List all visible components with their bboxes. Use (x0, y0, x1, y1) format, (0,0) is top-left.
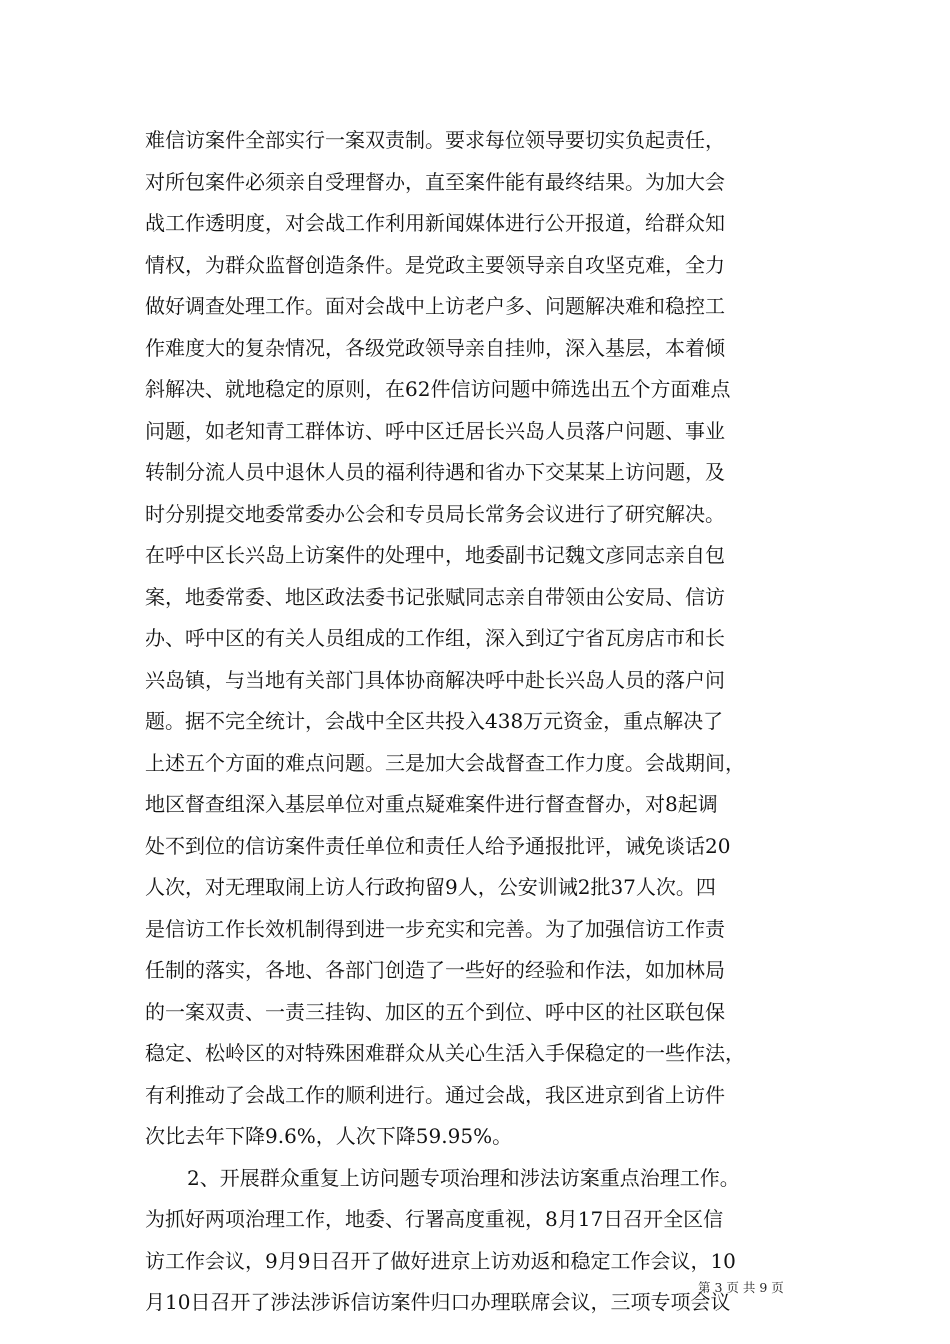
text-line: 是信访工作长效机制得到进一步充实和完善。为了加强信访工作责 (145, 916, 725, 941)
text-line: 在呼中区长兴岛上访案件的处理中，地委副书记魏文彦同志亲自包 (145, 543, 725, 567)
text-line: 案，地委常委、地区政法委书记张赋同志亲自带领由公安局、信访 (145, 584, 725, 609)
text-line: 上述五个方面的难点问题。三是加大会战督查工作力度。会战期间， (145, 750, 745, 775)
text-line: 难信访案件全部实行一案双责制。要求每位领导要切实负起责任， (145, 128, 725, 152)
body-text (145, 120, 810, 1324)
text-line: 题。据不完全统计，会战中全区共投入438万元资金，重点解决了 (145, 709, 724, 733)
text-line: 次比去年下降9.6%，人次下降59.95%。 (145, 1124, 513, 1148)
text-line: 月10日召开了涉法涉诉信访案件归口办理联席会议，三项专项会议 (145, 1290, 731, 1314)
text-line: 地区督查组深入基层单位对重点疑难案件进行督查督办，对8起调 (145, 792, 718, 816)
text-line: 任制的落实，各地、各部门创造了一些好的经验和作法，如加林局 (145, 958, 725, 982)
text-line: 的一案双责、一责三挂钩、加区的五个到位、呼中区的社区联包保 (145, 999, 725, 1024)
text-line: 对所包案件必须亲自受理督办，直至案件能有最终结果。为加大会 (145, 169, 725, 194)
text-line: 稳定、松岭区的对特殊困难群众从关心生活入手保稳定的一些作法， (145, 1041, 745, 1065)
paragraph-heading-line: 2、开展群众重复上访问题专项治理和涉法访案重点治理工作。 (187, 1165, 740, 1190)
text-line: 转制分流人员中退休人员的福利待遇和省办下交某某上访问题，及 (145, 460, 725, 484)
text-line: 人次，对无理取闹上访人行政拘留9人，公安训诫2批37人次。四 (145, 875, 716, 899)
text-line: 兴岛镇，与当地有关部门具体协商解决呼中赴长兴岛人员的落户问 (145, 667, 725, 692)
text-line: 战工作透明度，对会战工作利用新闻媒体进行公开报道，给群众知 (145, 211, 725, 235)
page-number: 第 3 页 共 9 页 (698, 1280, 784, 1295)
text-line: 情权，为群众监督创造条件。是党政主要领导亲自攻坚克难，全力 (145, 252, 725, 277)
text-line: 问题，如老知青工群体访、呼中区迁居长兴岛人员落户问题、事业 (145, 418, 725, 443)
text-line: 做好调查处理工作。面对会战中上访老户多、问题解决难和稳控工 (145, 294, 725, 318)
text-line: 时分别提交地委常委办公会和专员局长常务会议进行了研究解决。 (145, 501, 725, 526)
text-line: 作难度大的复杂情况，各级党政领导亲自挂帅，深入基层，本着倾 (145, 335, 725, 360)
text-line: 有利推动了会战工作的顺利进行。通过会战，我区进京到省上访件 (145, 1082, 725, 1107)
text-line: 斜解决、就地稳定的原则，在62件信访问题中筛选出五个方面难点 (145, 377, 731, 401)
text-line: 处不到位的信访案件责任单位和责任人给予通报批评，诫免谈话20 (145, 833, 731, 858)
text-line: 办、呼中区的有关人员组成的工作组，深入到辽宁省瓦房店市和长 (145, 626, 725, 650)
text-line: 为抓好两项治理工作，地委、行署高度重视，8月17日召开全区信 (145, 1207, 724, 1231)
text-line: 访工作会议，9月9日召开了做好进京上访劝返和稳定工作会议，10 (145, 1248, 736, 1273)
